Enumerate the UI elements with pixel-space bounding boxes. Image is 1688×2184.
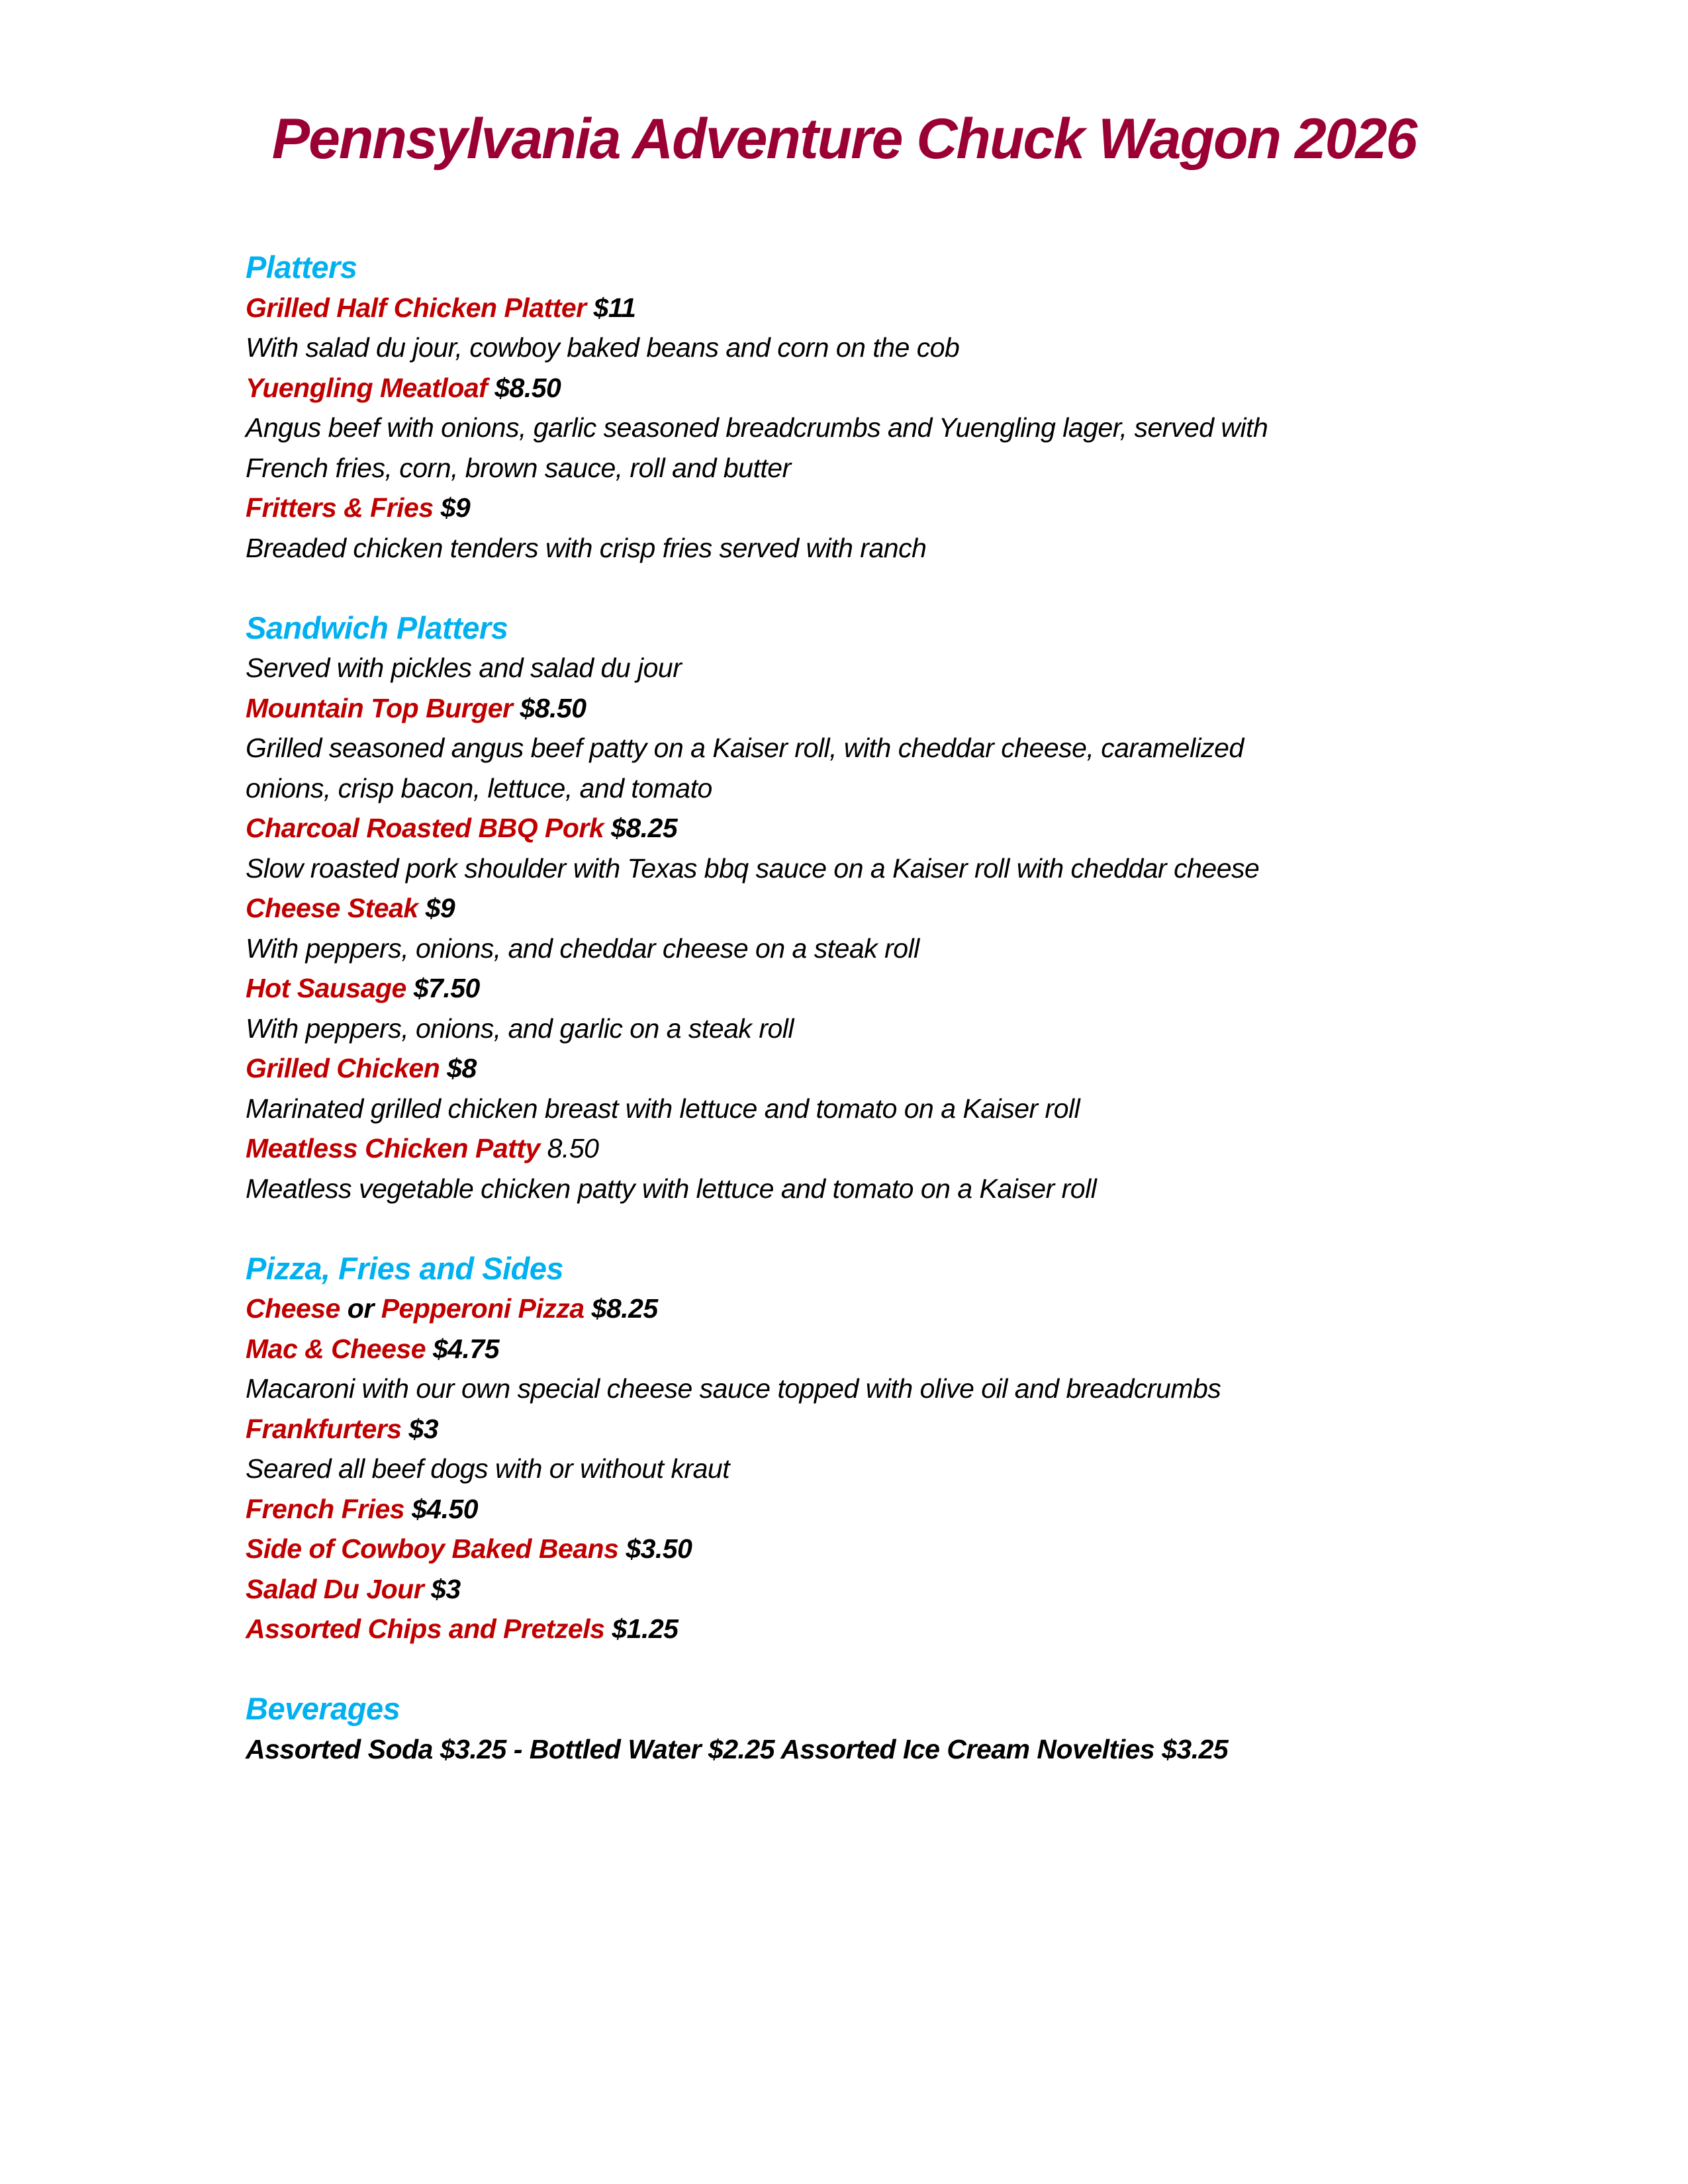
section-heading-sandwich-platters: Sandwich Platters [246, 610, 508, 645]
item-price: $11 [593, 292, 636, 323]
menu-item [246, 1529, 1570, 1569]
menu-item [246, 1569, 1570, 1610]
item-price: $9 [440, 492, 471, 523]
item-description: Marinated grilled chicken breast with lettuce and tomato on a Kaiser roll [246, 1093, 1080, 1124]
item-description: With peppers, onions, and cheddar cheese on a steak roll [246, 933, 919, 964]
item-name: Charcoal Roasted BBQ Pork [246, 813, 604, 843]
item-price: $7.50 [413, 973, 480, 1003]
item-price: $8 [447, 1053, 477, 1083]
item-name: Grilled Chicken [246, 1053, 440, 1083]
item-price: 8.50 [547, 1133, 599, 1163]
item-description: Breaded chicken tenders with crisp fries served with ranch [246, 532, 927, 563]
item-name: Grilled Half Chicken Platter [246, 292, 586, 323]
item-or: or [347, 1293, 374, 1324]
menu-item [246, 488, 1570, 528]
item-price: $3 [431, 1573, 461, 1604]
section-heading-beverages: Beverages [246, 1691, 400, 1726]
menu-title: Pennsylvania Adventure Chuck Wagon 2026 [271, 107, 1417, 171]
item-price: $3 [408, 1413, 439, 1444]
item-name: French Fries [246, 1493, 405, 1524]
item-description: With peppers, onions, and garlic on a steak roll [246, 1013, 794, 1044]
item-description: Grilled seasoned angus beef patty on a Kaiser roll, with cheddar cheese, caramelized [246, 733, 1244, 763]
item-price: $4.50 [412, 1493, 479, 1524]
item-name: Meatless Chicken Patty [246, 1133, 540, 1163]
item-name: Mountain Top Burger [246, 692, 513, 723]
menu-item [246, 288, 1570, 328]
menu-item [246, 888, 1570, 929]
menu-item [246, 1048, 1570, 1089]
section-gap [246, 1208, 1570, 1249]
item-price: $8.50 [520, 692, 586, 723]
item-name: Hot Sausage [246, 973, 406, 1003]
item-description: With salad du jour, cowboy baked beans and corn on the cob [246, 332, 960, 363]
item-description: Seared all beef dogs with or without kraut [246, 1453, 730, 1484]
item-name: Cheese Steak [246, 893, 418, 923]
item-description: onions, crisp bacon, lettuce, and tomato [246, 772, 712, 803]
item-price: $8.50 [494, 372, 561, 403]
item-price: $8.25 [591, 1293, 658, 1324]
item-name: Yuengling Meatloaf [246, 372, 488, 403]
item-description: Meatless vegetable chicken patty with lettuce and tomato on a Kaiser roll [246, 1173, 1097, 1204]
item-price: $1.25 [612, 1614, 679, 1644]
item-name: Pepperoni Pizza [381, 1293, 585, 1324]
menu-item [246, 808, 1570, 848]
menu-item [246, 1128, 1570, 1169]
menu-item [246, 1409, 1570, 1449]
menu-title-wrap [0, 66, 1688, 212]
item-name: Side of Cowboy Baked Beans [246, 1533, 619, 1564]
menu-item [246, 968, 1570, 1009]
item-name: Cheese [246, 1293, 340, 1324]
section-gap [246, 1649, 1570, 1690]
item-name: Frankfurters [246, 1413, 402, 1444]
item-description: Slow roasted pork shoulder with Texas bbq sauce on a Kaiser roll with cheddar cheese [246, 852, 1260, 884]
menu-content [246, 248, 1570, 1769]
menu-item [246, 368, 1570, 408]
beverages-line: Assorted Soda $3.25 - Bottled Water $2.25 Assorted Ice Cream Novelties $3.25 [246, 1733, 1229, 1764]
section-heading-platters: Platters [246, 250, 357, 285]
item-price: $4.75 [432, 1333, 500, 1364]
section-heading-pizza-fries-sides: Pizza, Fries and Sides [246, 1250, 564, 1286]
item-price: $8.25 [611, 813, 678, 843]
menu-item [246, 688, 1570, 729]
item-price: $9 [425, 893, 455, 923]
item-description: French fries, corn, brown sauce, roll and butter [246, 452, 791, 483]
item-name: Fritters & Fries [246, 492, 434, 523]
menu-item [246, 1609, 1570, 1649]
item-name: Salad Du Jour [246, 1573, 424, 1604]
item-description: Angus beef with onions, garlic seasoned breadcrumbs and Yuengling lager, served with [246, 412, 1268, 443]
item-description: Macaroni with our own special cheese sauce topped with olive oil and breadcrumbs [246, 1373, 1221, 1404]
menu-item-pizza [246, 1289, 1570, 1329]
item-name: Assorted Chips and Pretzels [246, 1614, 605, 1644]
item-price: $3.50 [626, 1533, 692, 1564]
menu-item [246, 1489, 1570, 1529]
section-note: Served with pickles and salad du jour [246, 653, 682, 683]
menu-item [246, 1329, 1570, 1369]
item-name: Mac & Cheese [246, 1333, 426, 1364]
section-gap [246, 568, 1570, 608]
